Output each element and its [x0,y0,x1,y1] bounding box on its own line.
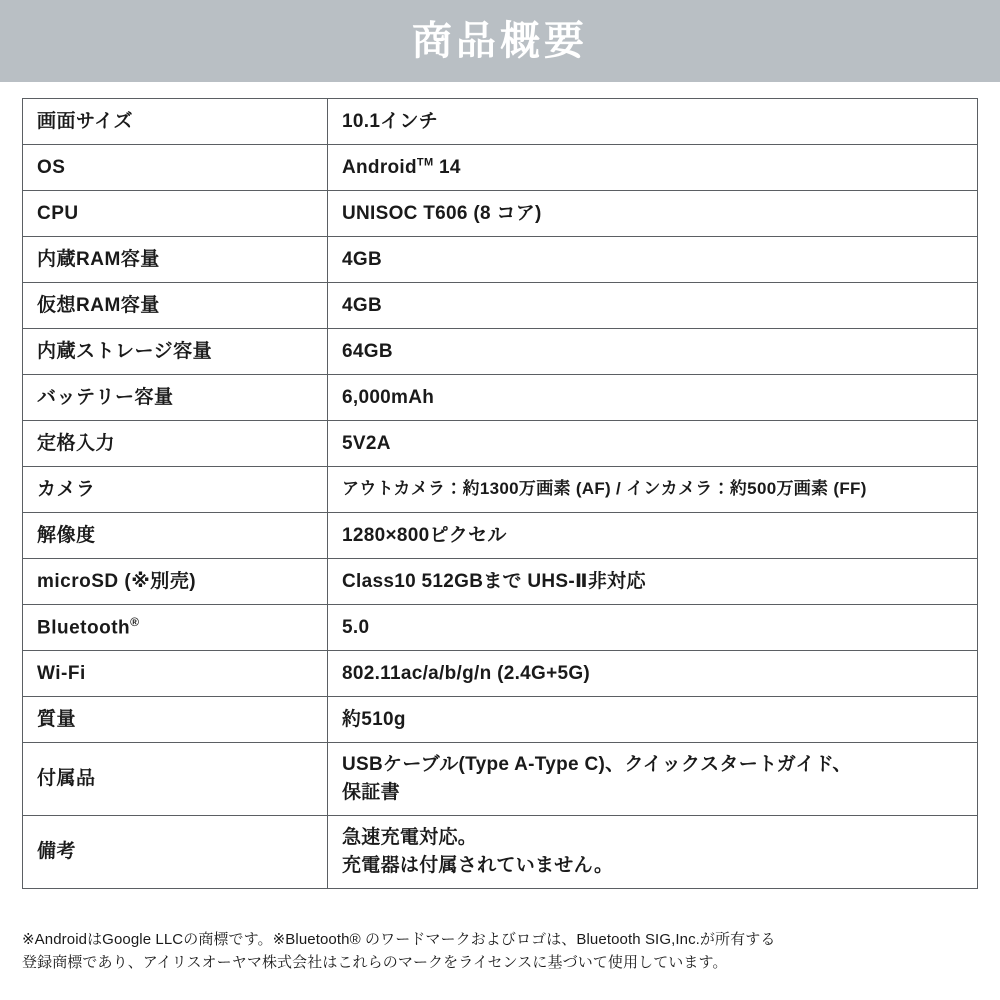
table-row [23,467,978,513]
row-value-line-2: 保証書 [342,782,400,803]
table-row [23,697,978,743]
table-row [23,421,978,467]
table-row [23,513,978,559]
row-label: 解像度 [23,513,328,559]
table-row [23,559,978,605]
row-label: 内蔵ストレージ容量 [23,329,328,375]
row-label: バッテリー容量 [23,375,328,421]
row-label: カメラ [23,467,328,513]
row-label: CPU [23,191,328,237]
row-value: Class10 512GBまで UHS-Ⅱ非対応 [328,559,978,605]
row-value-suffix: 14 [433,156,461,178]
table-row [23,145,978,191]
row-value [328,145,978,191]
table-row [23,743,978,816]
row-label [23,605,328,651]
row-value: 10.1インチ [328,99,978,145]
row-label: microSD (※別売) [23,559,328,605]
row-value: 4GB [328,237,978,283]
row-value-line-1: 急速充電対応。 [342,827,478,849]
row-value [328,816,978,889]
row-label: 内蔵RAM容量 [23,237,328,283]
table-row [23,816,978,889]
row-value-line-2: 充電器は付属されていません。 [342,855,614,876]
footnote-line-1: ※AndroidはGoogle LLCの商標です。※Bluetooth® のワードマークおよびロゴは、Bluetooth SIG,Inc.が所有する [22,931,776,948]
page-header [0,0,1000,82]
row-value-line-1: USBケーブル(Type A-Type C)、クイックスタートガイド、 [342,754,852,776]
row-label: 付属品 [23,743,328,816]
row-value: アウトカメラ：約1300万画素 (AF) / インカメラ：約500万画素 (FF) [328,467,978,513]
row-value: 4GB [328,283,978,329]
table-row [23,605,978,651]
row-value: 802.11ac/a/b/g/n (2.4G+5G) [328,651,978,697]
table-row [23,329,978,375]
row-value: 約510g [328,697,978,743]
row-value [328,743,978,816]
row-label: 仮想RAM容量 [23,283,328,329]
spec-table-container [0,82,1000,889]
footnote-line-2: 登録商標であり、アイリスオーヤマ株式会社はこれらのマークをライセンスに基づいて使用しています。 [22,954,728,972]
row-label: OS [23,145,328,191]
registered-mark: ® [130,614,140,629]
row-value: UNISOC T606 (8 コア) [328,191,978,237]
row-value: 6,000mAh [328,375,978,421]
row-value: 64GB [328,329,978,375]
row-value: 5V2A [328,421,978,467]
row-value: 1280×800ピクセル [328,513,978,559]
row-label: 質量 [23,697,328,743]
row-label: Wi-Fi [23,651,328,697]
table-row [23,283,978,329]
table-row [23,375,978,421]
row-label: 定格入力 [23,421,328,467]
table-row [23,99,978,145]
table-row [23,191,978,237]
row-label: 画面サイズ [23,99,328,145]
specification-table [22,98,978,889]
row-label-text: Bluetooth [37,616,131,638]
table-row [23,651,978,697]
table-row [23,237,978,283]
page-title: 商品概要 [412,19,588,63]
row-value-text: Android [342,156,417,178]
trademark-mark: TM [416,156,434,169]
footnote [22,928,982,975]
row-value: 5.0 [328,605,978,651]
row-label: 備考 [23,816,328,889]
